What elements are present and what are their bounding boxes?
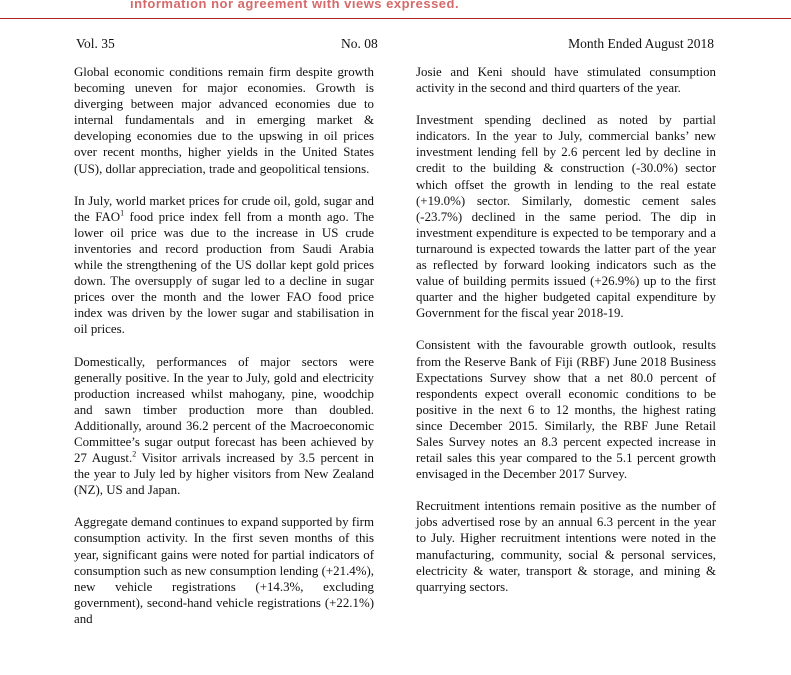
paragraph-text: food price index fell from a month ago. The lower oil price was due to the increase in US crude inventories and record production from Saudi Arabia while the strengthening of the US dollar kept gold prices down. The oversupply of sugar led to a decline in sugar prices over the month and the lower FAO food price index was driven by the lower sugar and stabilisation in oil prices. [74, 209, 374, 337]
paragraph-global-conditions: Global economic conditions remain firm despite growth becoming uneven for major economies. Growth is diverging between major advanced economies due to internal fundamentals and in emerging market & developing economies due to the upswing in oil prices over recent months, higher yields in the United States (US), dollar appreciation, trade and geopolitical tensions. [74, 65, 374, 176]
footnote-ref-1: 1 [120, 208, 125, 218]
paragraph-growth-outlook: Consistent with the favourable growth outlook, results from the Reserve Bank of Fiji (RBF) June 2018 Business Expectations Survey show that a net 80.0 percent of respondents expect overall economic conditions to be positive in the next 6 to 12 months, the highest rating since December 2015. Similarly, the RBF June Retail Sales Survey notes an 8.3 percent expected increase in retail sales this year compared to the 5.1 percent growth envisaged in the December 2017 Survey. [416, 338, 716, 482]
footnote-ref-2: 2 [132, 449, 137, 459]
paragraph-domestic-sectors [74, 354, 374, 499]
issue-number: No. 08 [341, 36, 378, 51]
paragraph-aggregate-demand: Aggregate demand continues to expand supported by firm consumption activity. In the first seven months of this year, significant gains were noted for partial indicators of consumption such as new consumption lending (+21.4%), new vehicle registrations (+14.3%, excluding government), second-hand vehicle registrations (+22.1%) and [74, 515, 374, 626]
paragraph-text: In July, world market prices for crude oil, gold, sugar and the FAO [74, 193, 374, 224]
disclaimer-text: information nor agreement with views expressed. [130, 0, 460, 11]
issue-header [76, 36, 714, 54]
left-column [74, 64, 374, 643]
paragraph-recruitment: Recruitment intentions remain positive as the number of jobs advertised rose by an annual 6.3 percent in the year to July. Higher recruitment intentions were noted in the manufacturing, community, social & personal services, electricity & water, transport & storage, and mining & quarrying sectors. [416, 499, 716, 594]
paragraph-world-prices [74, 193, 374, 338]
paragraph-text: Domestically, performances of major sectors were generally positive. In the year to July, gold and electricity production increased whilst mahogany, pine, woodchip and sawn timber production more than doubled. Additionally, around 36.2 percent of the Macroeconomic Committee’s sugar output forecast has been achieved by 27 August. [74, 354, 374, 466]
right-column [416, 64, 716, 611]
paragraph-consumption-continued: Josie and Keni should have stimulated consumption activity in the second and third quarters of the year. [416, 65, 716, 96]
period-label: Month Ended August 2018 [568, 36, 714, 51]
paragraph-investment-spending: Investment spending declined as noted by partial indicators. In the year to July, commercial banks’ new investment lending fell by 2.6 percent led by decline in credit to the building & construction (-30.0%) sector which offset the growth in lending to the real estate (+19.0%) sector. Similarly, domestic cement sales (-23.7%) declined in the same period. The dip in investment expenditure is expected to be temporary and a turnaround is expected towards the latter part of the year as reflected by forward looking indicators such as the value of building permits issued (+26.9%) up to the first quarter and the higher budgeted capital expenditure by Government for the fiscal year 2018-19. [416, 113, 716, 321]
volume-label: Vol. 35 [76, 36, 115, 51]
top-banner [0, 0, 791, 19]
paragraph-text: Visitor arrivals increased by 3.5 percent in the year to July led by higher visitors from New Zealand (NZ), US and Japan. [74, 451, 375, 498]
